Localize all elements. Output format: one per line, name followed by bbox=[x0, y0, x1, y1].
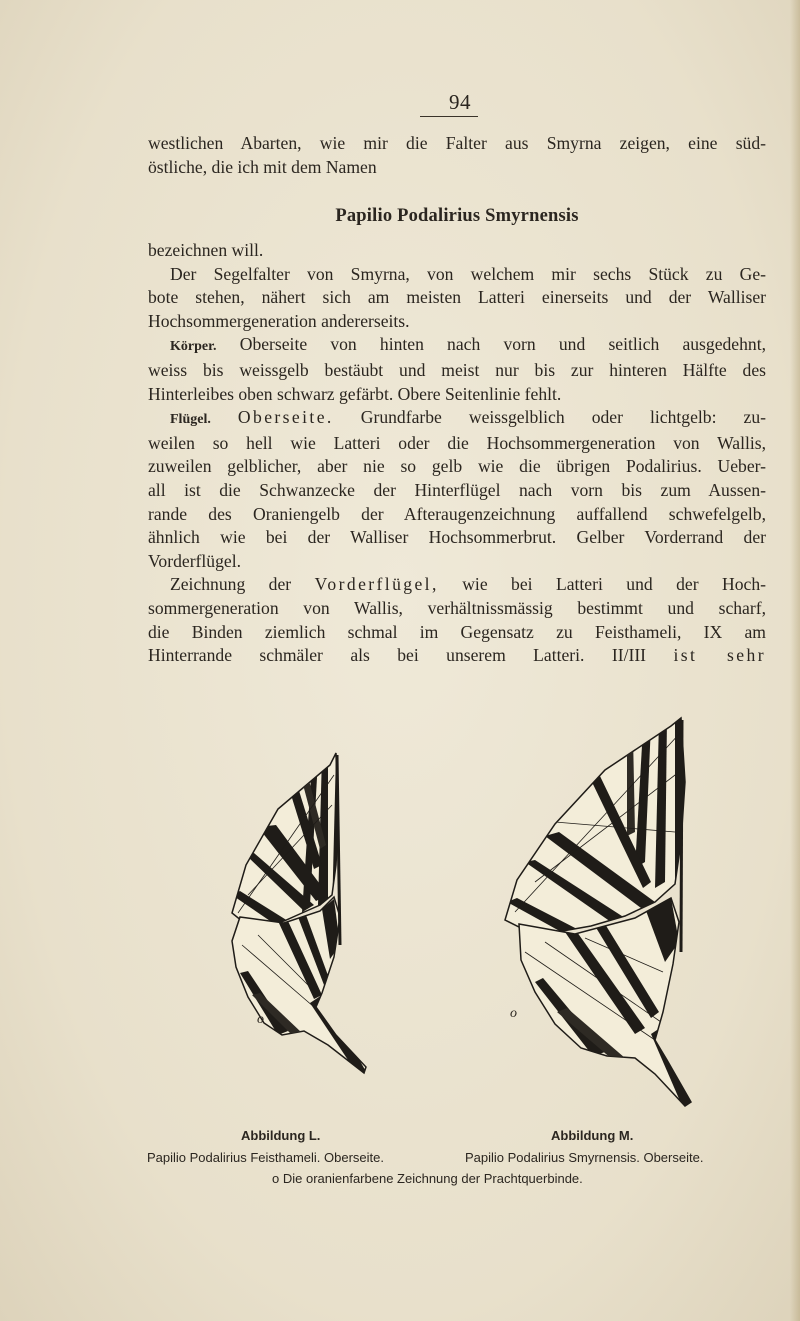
text-line: rande des Oraniengelb der Afteraugenzeichnung auffallend schwefelgelb, bbox=[148, 503, 766, 524]
ist-sehr: ist sehr bbox=[673, 645, 766, 666]
text-line: Vorderflügel. bbox=[148, 550, 241, 571]
text-line: die Binden ziemlich schmal im Gegensatz zu Feisthameli, IX am bbox=[148, 621, 766, 642]
zeichnung-last-line bbox=[148, 644, 766, 668]
page-number-rule bbox=[420, 116, 478, 117]
text-line: Hochsommergeneration andererseits. bbox=[148, 310, 410, 331]
text-line: weiss bis weissgelb bestäubt und meist nur bis zur hinteren Hälfte des bbox=[148, 359, 766, 380]
page-number: 94 bbox=[449, 90, 471, 114]
figure-right-caption: Papilio Podalirius Smyrnensis. Oberseite. bbox=[465, 1150, 704, 1165]
vorderfluegel-label: Vorderflügel, bbox=[314, 574, 439, 595]
text-line: westlichen Abarten, wie mir die Falter aus Smyrna zeigen, eine süd- bbox=[148, 133, 766, 153]
zeichnung-line bbox=[148, 573, 766, 597]
figure-left-caption: Papilio Podalirius Feisthameli. Oberseite. bbox=[147, 1150, 384, 1165]
fluegel-line bbox=[148, 406, 766, 432]
text-line: Hinterleibes oben schwarz gefärbt. Obere Seitenlinie fehlt. bbox=[148, 383, 562, 404]
fluegel-label: Flügel. bbox=[170, 412, 211, 428]
text-line: ähnlich wie bei der Walliser Hochsommerbrut. Gelber Vorderrand der bbox=[148, 527, 766, 548]
wing-illustration-right bbox=[495, 712, 705, 1112]
text-line: östliche, die ich mit dem Namen bbox=[148, 156, 377, 177]
figure-left-marker: o bbox=[257, 1012, 264, 1027]
text-line: zuweilen gelblicher, aber nie so gelb wie die übrigen Podalirius. Ueber- bbox=[148, 456, 766, 477]
zeichnung-last-start: Hinterrande schmäler als bei unserem Latteri. II/III bbox=[148, 645, 647, 666]
main-text bbox=[148, 239, 766, 668]
oberseite-label: Oberseite. bbox=[237, 407, 334, 428]
intro-paragraph bbox=[148, 132, 766, 179]
text-line: all ist die Schwanzecke der Hinterflügel nach vorn bis zum Aussen- bbox=[148, 479, 766, 500]
species-title: Papilio Podalirius Smyrnensis bbox=[335, 206, 579, 226]
fluegel-first-line: Grundfarbe weissgelblich oder lichtgelb: zu- bbox=[360, 407, 766, 428]
zeichnung-start: Zeichnung der bbox=[170, 574, 292, 595]
figure-right-label: Abbildung M. bbox=[551, 1128, 634, 1143]
wing-illustration-left bbox=[218, 745, 398, 1080]
text-line: sommergeneration von Wallis, verhältnissmässig bestimmt und scharf, bbox=[148, 597, 766, 618]
text-line: bote stehen, nähert sich am meisten Latteri einerseits und der Walliser bbox=[148, 287, 766, 308]
page-edge bbox=[790, 0, 800, 1321]
text-line: Der Segelfalter von Smyrna, von welchem mir sechs Stück zu Ge- bbox=[170, 263, 766, 284]
zeichnung-first-line: wie bei Latteri und der Hoch- bbox=[462, 574, 766, 595]
figure-footnote: o Die oranienfarbene Zeichnung der Prachtquerbinde. bbox=[272, 1171, 583, 1186]
koerper-first-line: Oberseite von hinten nach vorn und seitlich ausgedehnt, bbox=[239, 334, 766, 355]
koerper-line bbox=[148, 333, 766, 359]
text-line: weilen so hell wie Latteri oder die Hochsommergeneration von Wallis, bbox=[148, 432, 766, 453]
body bbox=[681, 720, 682, 952]
figure-right-marker: o bbox=[510, 1006, 517, 1021]
text-line: bezeichnen will. bbox=[148, 240, 264, 260]
koerper-label: Körper. bbox=[170, 339, 217, 355]
figure-left-label: Abbildung L. bbox=[241, 1128, 321, 1143]
